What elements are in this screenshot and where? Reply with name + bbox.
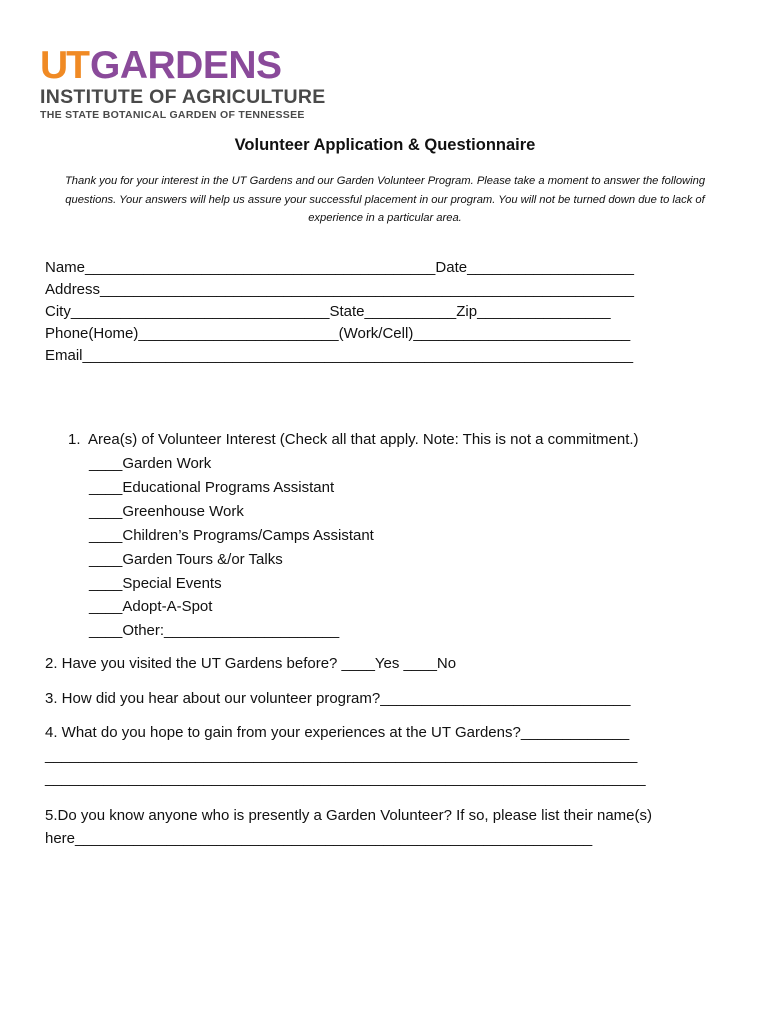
name-date-field[interactable]: Name__________________________________________Date____________________ — [45, 259, 634, 276]
email-field[interactable]: Email__________________________________________________________________ — [45, 347, 634, 364]
option-adopt-a-spot[interactable]: ____Adopt-A-Spot — [89, 598, 213, 616]
city-state-zip-field[interactable]: City_______________________________State___________Zip________________ — [45, 303, 611, 320]
option-garden-work[interactable]: ____Garden Work — [89, 455, 212, 472]
logo-institute: INSTITUTE OF AGRICULTURE — [40, 86, 326, 108]
question-5-answer-line[interactable]: here______________________________________________________________ — [45, 830, 593, 847]
logo-wordmark — [40, 44, 360, 87]
question-2[interactable]: 2. Have you visited the UT Gardens before? ____Yes ____No — [45, 655, 457, 672]
phone-field[interactable]: Phone(Home)________________________(Work/Cell)__________________________ — [45, 325, 631, 342]
logo-ut-mark: UT — [40, 44, 88, 87]
question-1: 1. Area(s) of Volunteer Interest (Check all that apply. Note: This is not a commitment.) — [68, 431, 639, 448]
question-3[interactable]: 3. How did you hear about our volunteer program?______________________________ — [45, 690, 631, 707]
question-4[interactable]: 4. What do you hope to gain from your experiences at the UT Gardens?_____________ — [45, 724, 630, 741]
question-5: 5.Do you know anyone who is presently a Garden Volunteer? If so, please list their name(s) — [45, 807, 652, 824]
interest-options — [89, 452, 374, 643]
option-greenhouse-work[interactable]: ____Greenhouse Work — [89, 502, 244, 520]
option-garden-tours[interactable]: ____Garden Tours &/or Talks — [89, 550, 283, 568]
option-special-events[interactable]: ____Special Events — [89, 574, 222, 592]
option-educational-programs[interactable]: ____Educational Programs Assistant — [89, 478, 335, 496]
question-4-answer-line-2[interactable]: ________________________________________________________________________ — [45, 770, 646, 787]
option-other[interactable]: ____Other:_____________________ — [89, 622, 340, 640]
question-4-answer-line-1[interactable]: _______________________________________________________________________ — [45, 747, 638, 764]
logo-gardens-word: GARDENS — [90, 44, 282, 87]
address-field[interactable]: Address________________________________________________________________ — [45, 281, 634, 298]
page-title: Volunteer Application & Questionnaire — [234, 136, 536, 154]
ut-gardens-logo — [40, 46, 360, 121]
option-childrens-programs[interactable]: ____Children’s Programs/Camps Assistant — [89, 526, 374, 544]
intro-paragraph: Thank you for your interest in the UT Gardens and our Garden Volunteer Program. Please take a moment to answer the following questions. Your answers will help us assure your successful placement in our program. You will not be turned down due to lack of experience in a particular area. — [64, 175, 706, 224]
logo-subtitle: THE STATE BOTANICAL GARDEN OF TENNESSEE — [40, 109, 305, 121]
